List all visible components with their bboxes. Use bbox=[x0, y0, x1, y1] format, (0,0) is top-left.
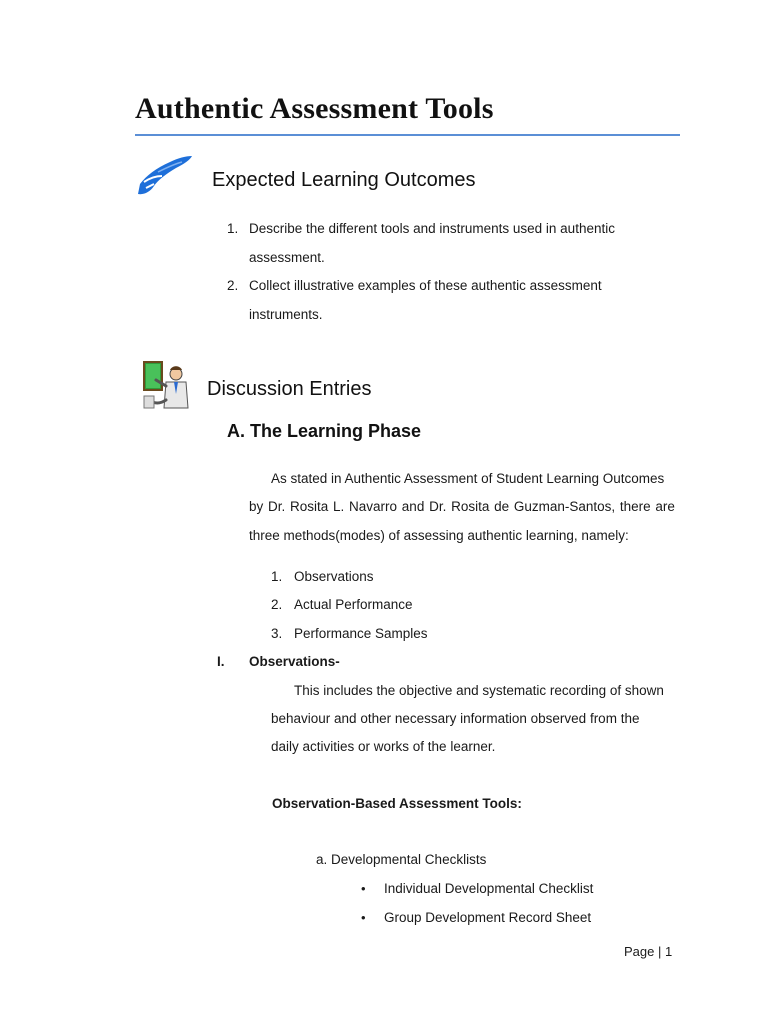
outcome-text-cont: instruments. bbox=[249, 307, 323, 322]
method-item: Actual Performance bbox=[294, 597, 413, 612]
outcome-number: 2. bbox=[227, 278, 239, 293]
bullet-glyph: • bbox=[361, 881, 366, 896]
page-title: Authentic Assessment Tools bbox=[135, 92, 494, 125]
observation-paragraph-line: daily activities or works of the learner. bbox=[271, 739, 496, 754]
bullet-item: Individual Developmental Checklist bbox=[384, 881, 594, 896]
paragraph-line: three methods(modes) of assessing authentic learning, namely: bbox=[249, 528, 629, 543]
bullet-glyph: • bbox=[361, 910, 366, 925]
method-item: Observations bbox=[294, 569, 374, 584]
method-number: 3. bbox=[271, 626, 283, 641]
section-roman-numeral: I. bbox=[217, 654, 225, 669]
outcomes-heading: Expected Learning Outcomes bbox=[212, 169, 476, 191]
pen-stroke-icon bbox=[136, 154, 194, 196]
paragraph-line: by Dr. Rosita L. Navarro and Dr. Rosita de Guzman-Santos, there are bbox=[249, 499, 675, 514]
outcome-text: Describe the different tools and instruments used in authentic bbox=[249, 221, 615, 236]
method-number: 1. bbox=[271, 569, 283, 584]
bullet-item: Group Development Record Sheet bbox=[384, 910, 592, 925]
page-number: Page | 1 bbox=[624, 944, 673, 959]
tools-heading: Observation-Based Assessment Tools: bbox=[272, 796, 522, 811]
observations-heading: Observations- bbox=[249, 654, 340, 669]
observation-paragraph-line: behaviour and other necessary information observed from the bbox=[271, 711, 640, 726]
outcome-number: 1. bbox=[227, 221, 239, 236]
method-number: 2. bbox=[271, 597, 283, 612]
outcome-text: Collect illustrative examples of these authentic assessment bbox=[249, 278, 602, 293]
observation-paragraph-line: This includes the objective and systematic recording of shown bbox=[294, 683, 664, 698]
method-item: Performance Samples bbox=[294, 626, 428, 641]
outcome-text-cont: assessment. bbox=[249, 250, 325, 265]
learning-phase-heading: A. The Learning Phase bbox=[227, 421, 422, 441]
title-underline bbox=[135, 134, 680, 136]
discussion-heading: Discussion Entries bbox=[207, 378, 372, 400]
developmental-checklists-item: a. Developmental Checklists bbox=[316, 852, 487, 867]
presenter-icon bbox=[142, 360, 190, 414]
paragraph-line: As stated in Authentic Assessment of Student Learning Outcomes bbox=[271, 471, 665, 486]
